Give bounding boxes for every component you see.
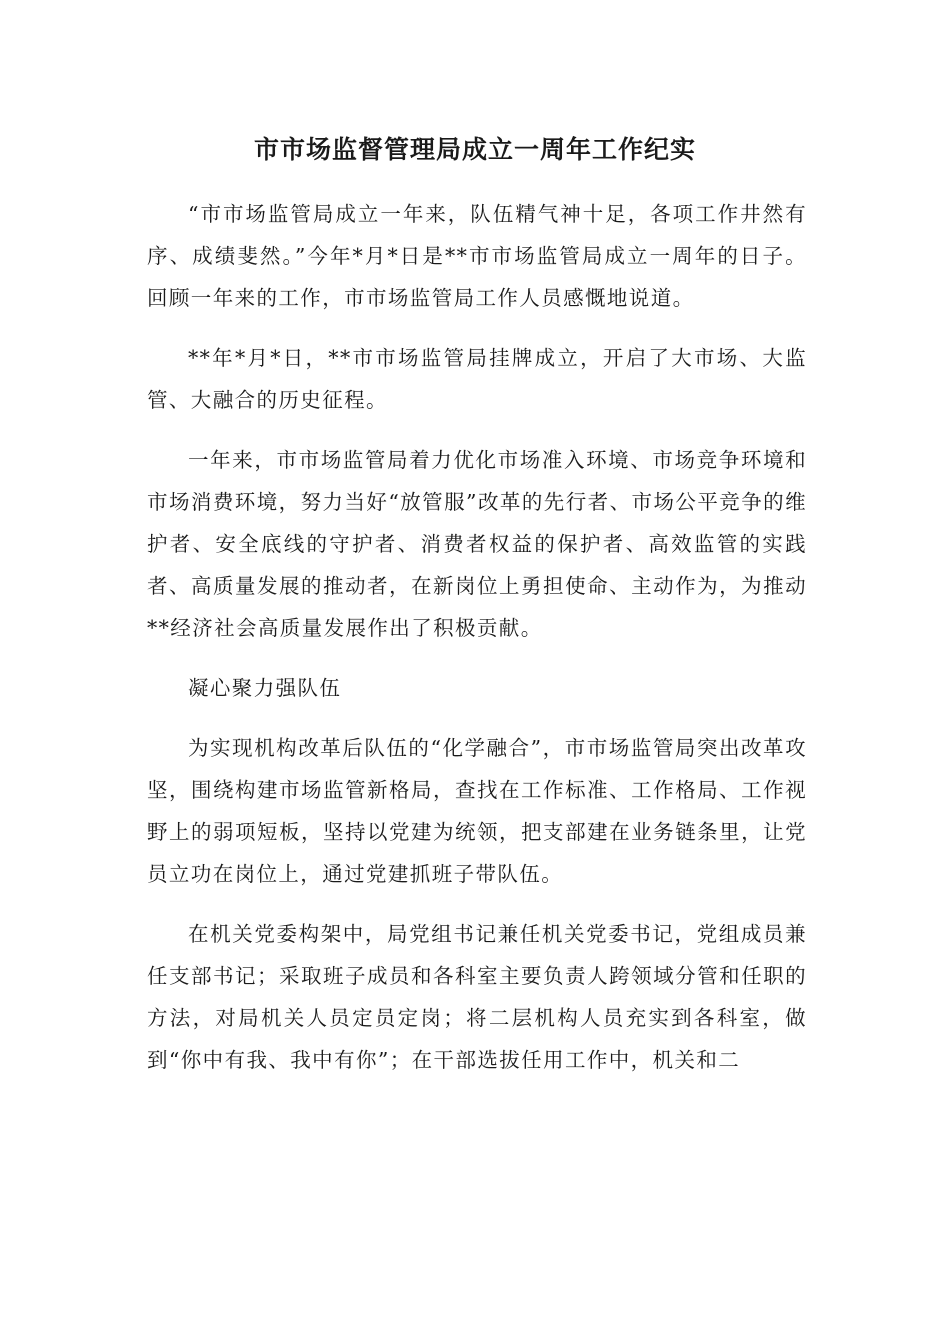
document-title: 市市场监督管理局成立一周年工作纪实 <box>253 135 696 164</box>
paragraph-reform: 为实现机构改革后队伍的“化学融合”，市市场监管局突出改革攻坚，围绕构建市场监管新格局，查找在工作标准、工作格局、工作视野上的弱项短板，坚持以党建为统领，把支部建在业务链条里，让党员立功在岗位上，通过党建抓班子带队伍。 <box>147 736 807 886</box>
paragraph-party-structure: 在机关党委构架中，局党组书记兼任机关党委书记，党组成员兼任支部书记；采取班子成员和各科室主要负责人跨领域分管和任职的方法，对局机关人员定员定岗；将二层机构人员充实到各科室，做到“你中有我、我中有你”；在干部选拔任用工作中，机关和二 <box>147 922 807 1072</box>
paragraph-achievements: 一年来，市市场监管局着力优化市场准入环境、市场竞争环境和市场消费环境，努力当好“放管服”改革的先行者、市场公平竞争的维护者、安全底线的守护者、消费者权益的保护者、高效监管的实践者、高质量发展的推动者，在新岗位上勇担使命、主动作为，为推动**经济社会高质量发展作出了积极贡献。 <box>147 448 807 640</box>
document-body <box>147 193 807 1099</box>
paragraph-intro: “市市场监管局成立一年来，队伍精气神十足，各项工作井然有序、成绩斐然。”今年*月*日是**市市场监管局成立一周年的日子。回顾一年来的工作，市市场监管局工作人员感慨地说道。 <box>147 202 807 310</box>
paragraph-founding: **年*月*日，**市市场监管局挂牌成立，开启了大市场、大监管、大融合的历史征程。 <box>147 346 807 412</box>
section-heading: 凝心聚力强队伍 <box>188 676 342 700</box>
